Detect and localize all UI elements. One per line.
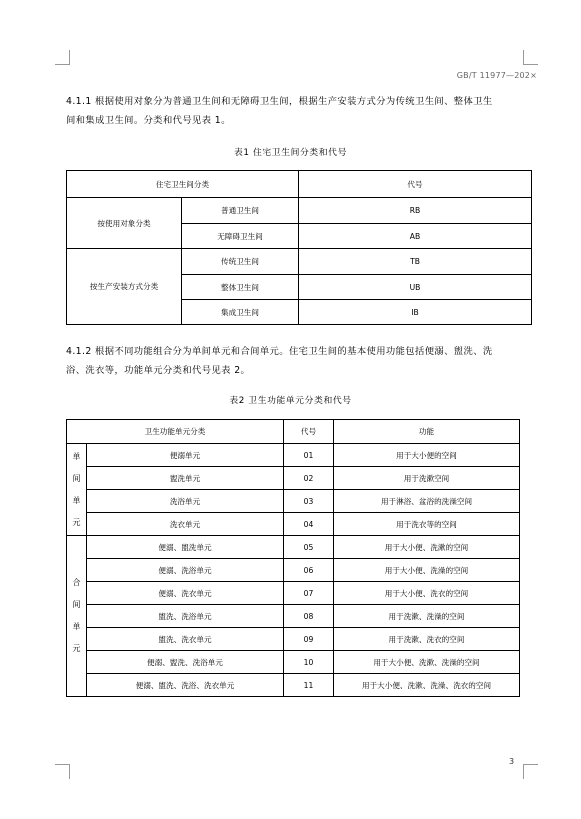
table-2-header-function: 功能 bbox=[334, 420, 520, 444]
clause-4-1-2-line-2: 浴、洗衣等，功能单元分类和代号见表 2。 bbox=[66, 365, 251, 376]
table-row bbox=[67, 198, 532, 224]
table-2-unit: 盥洗单元 bbox=[87, 467, 284, 490]
table-2-unit: 盥洗、洗衣单元 bbox=[87, 628, 284, 651]
table-row bbox=[67, 628, 520, 651]
crop-mark-bottom-left bbox=[55, 764, 70, 779]
table-1-item: 传统卫生间 bbox=[182, 249, 299, 275]
table-2-unit: 便溺单元 bbox=[87, 444, 284, 467]
table-2-code: 08 bbox=[284, 605, 334, 628]
table-row bbox=[67, 582, 520, 605]
table-2-code: 06 bbox=[284, 559, 334, 582]
table-row bbox=[67, 651, 520, 674]
crop-mark-top-left bbox=[55, 50, 70, 65]
table-2-code: 05 bbox=[284, 536, 334, 559]
table-row bbox=[67, 536, 520, 559]
table-2-unit: 便溺、洗浴单元 bbox=[87, 559, 284, 582]
table-1-item: 整体卫生间 bbox=[182, 275, 299, 300]
table-row bbox=[67, 674, 520, 697]
table-2-function: 用于洗漱空间 bbox=[334, 467, 520, 490]
clause-4-1-1-line-1: 4.1.1 根据使用对象分为普通卫生间和无障碍卫生间，根据生产安装方式分为传统卫生间、整体卫生 bbox=[66, 96, 493, 107]
table-row bbox=[67, 171, 532, 198]
table-2-unit: 盥洗、洗浴单元 bbox=[87, 605, 284, 628]
table-2-function: 用于洗漱、洗衣的空间 bbox=[334, 628, 520, 651]
table-2 bbox=[66, 419, 520, 697]
table-row bbox=[67, 249, 532, 275]
table-2-code: 11 bbox=[284, 674, 334, 697]
table-2-code: 03 bbox=[284, 490, 334, 513]
table-2-function: 用于大小便、洗漱、洗澡的空间 bbox=[334, 651, 520, 674]
table-2-group-combined-unit: 合 间 单 元 bbox=[67, 536, 87, 697]
table-2-function: 用于淋浴、盆浴的洗澡空间 bbox=[334, 490, 520, 513]
table-row bbox=[67, 605, 520, 628]
table-1-header-category: 住宅卫生间分类 bbox=[67, 171, 299, 198]
clause-4-1-1-line-2: 间和集成卫生间。分类和代号见表 1。 bbox=[66, 115, 231, 126]
table-2-unit: 便溺、盥洗、洗浴单元 bbox=[87, 651, 284, 674]
table-1-group-name: 按生产安装方式分类 bbox=[67, 249, 182, 325]
table-2-unit: 洗衣单元 bbox=[87, 513, 284, 536]
table-2-code: 10 bbox=[284, 651, 334, 674]
table-2-code: 04 bbox=[284, 513, 334, 536]
table-2-code: 07 bbox=[284, 582, 334, 605]
table-2-function: 用于大小便、洗漱、洗澡、洗衣的空间 bbox=[334, 674, 520, 697]
table-1-group-name: 按使用对象分类 bbox=[67, 198, 182, 249]
table-row bbox=[67, 490, 520, 513]
clause-4-1-2-line-1: 4.1.2 根据不同功能组合分为单间单元和合间单元。住宅卫生间的基本使用功能包括便溺、盥洗、洗 bbox=[66, 346, 493, 357]
table-2-function: 用于大小便、洗澡的空间 bbox=[334, 559, 520, 582]
table-2-header-category: 卫生功能单元分类 bbox=[67, 420, 284, 444]
crop-mark-bottom-right bbox=[523, 764, 538, 779]
table-1 bbox=[66, 170, 532, 325]
table-2-code: 01 bbox=[284, 444, 334, 467]
table-1-item: 无障碍卫生间 bbox=[182, 224, 299, 249]
table-2-unit: 洗浴单元 bbox=[87, 490, 284, 513]
table-2-function: 用于洗漱、洗澡的空间 bbox=[334, 605, 520, 628]
table-1-code: IB bbox=[299, 300, 532, 325]
document-code: GB/T 11977—202× bbox=[456, 71, 537, 80]
table-2-unit: 便溺、盥洗、洗浴、洗衣单元 bbox=[87, 674, 284, 697]
table-1-code: UB bbox=[299, 275, 532, 300]
clause-4-1-1 bbox=[66, 92, 530, 130]
table-2-group-single-unit: 单 间 单 元 bbox=[67, 444, 87, 536]
table-row bbox=[67, 467, 520, 490]
table-2-caption: 表2 卫生功能单元分类和代号 bbox=[229, 396, 352, 406]
table-row bbox=[67, 444, 520, 467]
table-row bbox=[67, 513, 520, 536]
table-1-code: TB bbox=[299, 249, 532, 275]
table-2-function: 用于大小便、洗漱的空间 bbox=[334, 536, 520, 559]
table-2-code: 09 bbox=[284, 628, 334, 651]
table-1-header-code: 代号 bbox=[299, 171, 532, 198]
table-row bbox=[67, 420, 520, 444]
table-2-function: 用于洗衣等的空间 bbox=[334, 513, 520, 536]
table-1-item: 集成卫生间 bbox=[182, 300, 299, 325]
crop-mark-top-right bbox=[523, 50, 538, 65]
table-2-unit: 便溺、盥洗单元 bbox=[87, 536, 284, 559]
page-number: 3 bbox=[509, 757, 515, 766]
table-2-unit: 便溺、洗衣单元 bbox=[87, 582, 284, 605]
table-2-function: 用于大小便、洗衣的空间 bbox=[334, 582, 520, 605]
table-row bbox=[67, 559, 520, 582]
table-1-item: 普通卫生间 bbox=[182, 198, 299, 224]
table-1-caption: 表1 住宅卫生间分类和代号 bbox=[234, 148, 347, 158]
table-1-code: AB bbox=[299, 224, 532, 249]
table-2-code: 02 bbox=[284, 467, 334, 490]
table-1-code: RB bbox=[299, 198, 532, 224]
clause-4-1-2 bbox=[66, 342, 530, 380]
table-2-function: 用于大小便的空间 bbox=[334, 444, 520, 467]
table-2-header-code: 代号 bbox=[284, 420, 334, 444]
